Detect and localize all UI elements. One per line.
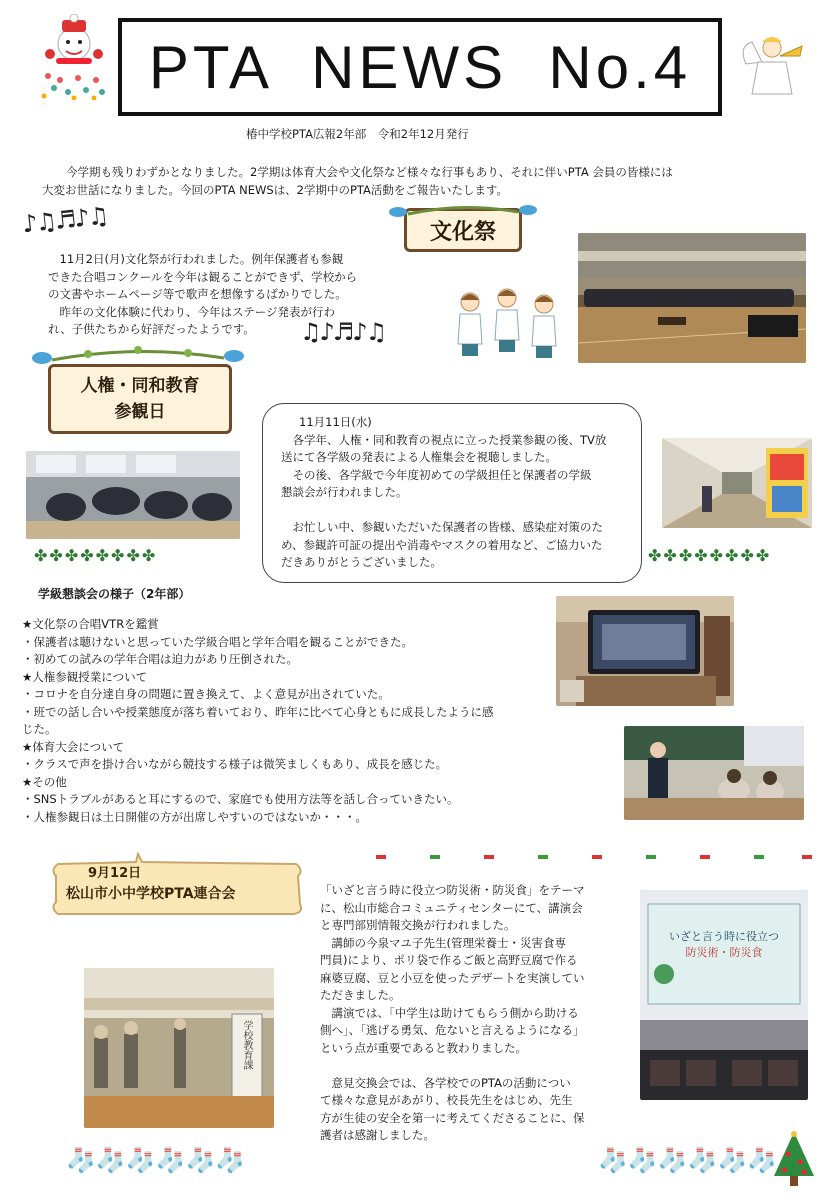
bunkasai-line: 11月2日(月)文化祭が行われました。例年保護者も参観 [48, 252, 344, 266]
kondankai-heading: 学級懇談会の様子（2年部） [38, 587, 191, 601]
jinken-banner [48, 364, 232, 434]
title-box [118, 18, 722, 116]
callout-line: 11月11日(水) [299, 415, 372, 429]
rengokai-line: に、松山市総合コミュニティセンターにて、講演会 [320, 900, 583, 915]
bunkasai-line: れ、子供たちから好評だったようです。 [48, 322, 255, 336]
rengokai-line: て様々な意見があがり、校長先生をはじめ、先生 [320, 1093, 573, 1107]
callout-line: お忙しい中、参観いただいた保護者の皆様、感染症対策のた [281, 520, 603, 534]
hallway-photo [662, 438, 812, 528]
slide-text [656, 928, 792, 960]
rengokai-line: 護者は感謝しました。 [320, 1128, 435, 1142]
rengokai-line: 意見交換会では、各学校でのPTAの活動につい [320, 1075, 571, 1090]
callout-line: だきありがとうございました。 [281, 555, 442, 569]
stockings-decoration: 🧦🧦🧦🧦🧦🧦 [598, 1146, 778, 1174]
music-notes-icon [21, 202, 109, 239]
page-title: PTA NEWS No.4 [148, 33, 692, 101]
holly-decoration: ✤✤✤✤✤✤✤✤ [34, 546, 158, 565]
teacher-photo [624, 726, 804, 820]
callout-line: 懇談会が行われました。 [281, 485, 408, 499]
christmas-tree-icon [770, 1130, 818, 1188]
kondankai-line: ・初めての試みの学年合唱は迫力があり圧倒された。 [22, 652, 298, 666]
kondankai-line: ★体育大会について [22, 739, 125, 754]
kondankai-line: ・人権参観日は土日開催の方が出席しやすいのではないか・・・。 [22, 809, 367, 824]
rengokai-line: 門員)により、ポリ袋で作るご飯と高野豆腐で作る [320, 953, 578, 967]
callout-line: 送にて各学級の発表による人権集会を視聴しました。 [281, 450, 557, 464]
kondankai-line: ★人権参観授業について [22, 669, 148, 684]
rengokai-banner-title: 松山市小中学校PTA連合会 [66, 886, 236, 902]
rengokai-line: 「いざと言う時に役立つ防災術・防災食」をテーマ [320, 883, 585, 897]
jinken-banner-line2: 参観日 [114, 402, 166, 422]
rengokai-text [320, 882, 620, 1145]
callout-line: その後、各学級で今年度初めての学級担任と保護者の学級 [281, 467, 592, 482]
music-notes-a: ♪♫♬♪♫ [20, 201, 109, 239]
jinken-callout [262, 403, 642, 583]
rengokai-line: 講演では、「中学生は助けてもらう側から助ける [320, 1005, 579, 1020]
bunkasai-line: の文書やホームページ等で歌声を想像するばかりでした。 [48, 287, 347, 301]
rengokai-line: という点が重要であると教わりました。 [320, 1040, 527, 1055]
bunkasai-line: できた合唱コンクールを今年は観ることができず、学校から [48, 269, 358, 284]
callout-line [281, 502, 623, 520]
slide-photo [640, 890, 808, 1100]
intro-text [42, 164, 812, 199]
rengokai-banner [66, 864, 296, 904]
kondankai-line: ★その他 [22, 774, 67, 789]
intro-line-2: 大変お世話になりました。今回のPTA NEWSは、2学期中のPTA活動をご報告いたします。 [42, 182, 508, 197]
rengokai-line [320, 1057, 620, 1075]
holly-decoration: ✤✤✤✤✤✤✤✤ [648, 546, 772, 565]
rengokai-line: 側へ」、「逃げる勇気、危ないと言えるようになる」 [320, 1023, 585, 1037]
callout-line: め、参観許可証の提出や消毒やマスクの着用など、ご協力いた [281, 537, 603, 552]
rengokai-line: と専門部別情報交換が行われました。 [320, 918, 516, 932]
kondankai-line: ★文化祭の合唱VTRを鑑賞 [22, 617, 159, 631]
stockings-decoration: 🧦🧦🧦🧦🧦🧦 [66, 1146, 246, 1174]
rengokai-line: 講師の今泉マユ子先生(管理栄養士・災害食専 [320, 935, 566, 950]
bunkasai-banner-label: 文化祭 [429, 219, 496, 245]
jinken-banner-line1: 人権・同和教育 [80, 376, 200, 396]
bunkasai-photo [578, 233, 806, 363]
intro-line-1: 今学期も残りわずかとなりました。2学期は体育大会や文化祭など様々な行事もあり、それに伴いPTA 会員の皆様には [66, 165, 673, 179]
rengokai-line: 麻婆豆腐、豆と小豆を使ったデザートを実演してい [320, 970, 585, 985]
jinken-photo [26, 451, 240, 539]
tv-photo [556, 596, 734, 706]
kondankai-line: ・SNSトラブルがあると耳にするので、家庭でも使用方法等を話し合っていきたい。 [22, 792, 459, 806]
angel-icon [736, 28, 806, 98]
bunkasai-line: 昨年の文化体験に代わり、今年はステージ発表が行わ [48, 304, 336, 319]
kondankai-line: じた。 [22, 722, 57, 736]
school-sign-label: 学校教育課 [241, 1020, 252, 1070]
snowman-icon [38, 14, 110, 100]
slide-subtitle: 防災術・防災食 [685, 946, 763, 959]
kondankai-list [22, 616, 542, 826]
slide-title: いざと言う時に役立つ [669, 930, 779, 943]
singing-children-icon [452, 286, 562, 366]
callout-line: 各学年、人権・同和教育の視点に立った授業参観の後、TV放 [281, 432, 607, 447]
rengokai-line: 方が生徒の安全を第一に考えてくださることに、保 [320, 1110, 585, 1125]
rengokai-banner-date: 9月12日 [88, 866, 142, 881]
kondankai-line: ・班での話し合いや授業態度が落ち着いており、昨年に比べて心身ともに成長したように感 [22, 704, 494, 719]
music-notes-icon [300, 318, 385, 346]
ribbon-decoration [376, 853, 812, 861]
rengokai-line: ただきました。 [320, 988, 401, 1002]
bird-icon [388, 200, 538, 220]
kondankai-line: ・コロナを自分達自身の問題に置き換えて、よく意見が出されていた。 [22, 687, 390, 701]
kondankai-line: ・保護者は聴けないと思っていた学級合唱と学年合唱を観ることができた。 [22, 634, 413, 649]
kondankai-line: ・クラスで声を掛け合いながら競技する様子は微笑ましくもあり、成長を感じた。 [22, 757, 448, 771]
school-sign [234, 1020, 252, 1070]
music-notes-b: ♫♪♬♪♫ [300, 318, 386, 346]
publisher-line: 椿中学校PTA広報2年部 令和2年12月発行 [246, 127, 469, 141]
